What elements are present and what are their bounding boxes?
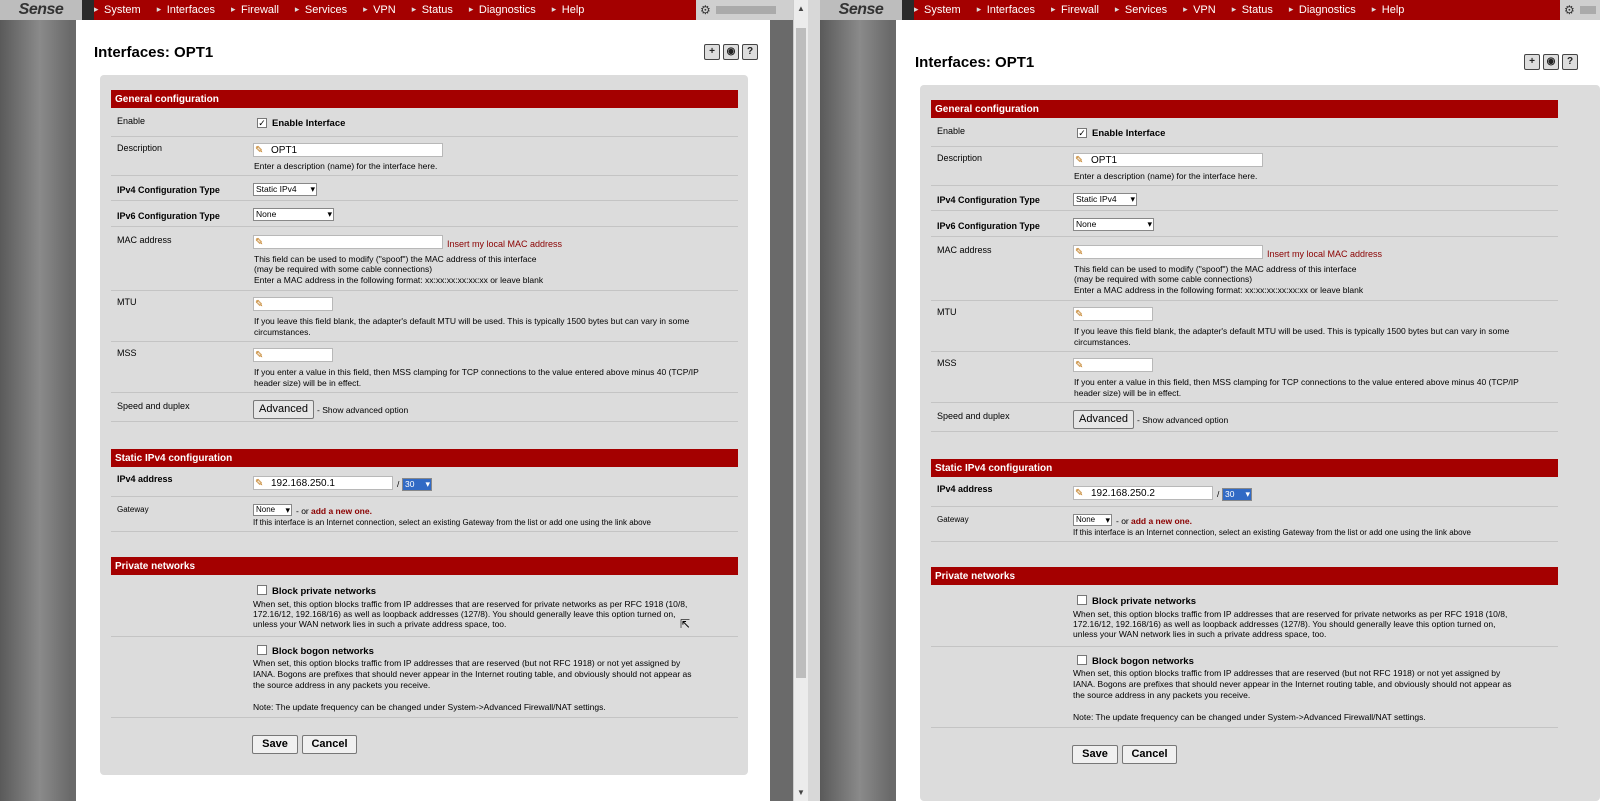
menu-interfaces[interactable]: ▸ Interfaces — [977, 4, 1035, 16]
gateway-help: If this interface is an Internet connection, select an existing Gateway from the list or add one using the link above — [253, 518, 651, 527]
add-gateway-link[interactable]: add a new one. — [311, 506, 372, 516]
hostname-blurred — [716, 6, 776, 14]
cancel-button[interactable]: Cancel — [302, 735, 357, 754]
mss-label: MSS — [937, 358, 957, 368]
mac-help-1: This field can be used to modify ("spoof") the MAC address of this interface — [254, 254, 537, 264]
gateway-help: If this interface is an Internet connection, select an existing Gateway from the list or add one using the link above — [1073, 528, 1471, 537]
enable-text: Enable Interface — [1092, 128, 1166, 139]
mss-input[interactable] — [1073, 358, 1153, 372]
mtu-help-2: circumstances. — [254, 327, 311, 337]
main-menu — [914, 0, 1560, 20]
ipv4-address-value: 192.168.250.1 — [271, 478, 335, 489]
mss-help-2: header size) will be in effect. — [254, 378, 362, 388]
block-private-help-3: unless your WAN network lies in such a private address space, too. — [253, 619, 507, 629]
log-icon[interactable]: ◉ — [1543, 54, 1559, 70]
block-bogon-label: Block bogon networks — [1092, 656, 1194, 667]
hostname-area — [696, 0, 794, 20]
pencil-icon: ✎ — [1075, 155, 1084, 166]
mac-label: MAC address — [117, 235, 172, 245]
menu-system[interactable]: ▸ System — [94, 4, 141, 16]
mss-help-1: If you enter a value in this field, then MSS clamping for TCP connections to the value entered above minus 40 (TCP/IP — [1074, 377, 1519, 387]
ipv6-type-select[interactable]: None ▾ — [1073, 218, 1154, 231]
page-title: Interfaces: OPT1 — [94, 44, 214, 61]
add-gateway-link[interactable]: add a new one. — [1131, 516, 1192, 526]
hostname-blurred — [1580, 6, 1596, 14]
ipv4-address-value: 192.168.250.2 — [1091, 488, 1155, 499]
ipv4-type-label: IPv4 Configuration Type — [117, 185, 220, 195]
mtu-help-2: circumstances. — [1074, 337, 1131, 347]
general-config-header: General configuration — [111, 90, 738, 108]
enable-label: Enable — [117, 116, 146, 126]
gateway-select[interactable]: None ▾ — [1073, 514, 1112, 526]
scroll-down-icon[interactable]: ▼ — [797, 788, 805, 797]
network-icon: ⚙ — [700, 3, 711, 17]
pencil-icon: ✎ — [255, 145, 264, 156]
speed-label: Speed and duplex — [937, 411, 1010, 421]
ipv4-type-select[interactable]: Static IPv4 ▾ — [253, 183, 317, 196]
menu-firewall[interactable]: ▸ Firewall — [231, 4, 279, 16]
menu-vpn[interactable]: ▸ VPN — [363, 4, 396, 16]
scrollbar-left[interactable] — [793, 0, 808, 801]
mss-label: MSS — [117, 348, 137, 358]
advanced-text: - Show advanced option — [1137, 415, 1229, 425]
block-bogon-help-2: IANA. Bogons are prefixes that should never appear in the Internet routing table, and obviously should not appear as — [1073, 679, 1512, 689]
gateway-label: Gateway — [117, 505, 149, 514]
top-nav — [820, 0, 1600, 20]
menu-diagnostics[interactable]: ▸ Diagnostics — [469, 4, 536, 16]
menu-services[interactable]: ▸ Services — [295, 4, 347, 16]
enable-checkbox[interactable]: ✓ — [1078, 128, 1086, 138]
block-bogon-checkbox[interactable] — [1077, 655, 1087, 665]
menu-diagnostics[interactable]: ▸ Diagnostics — [1289, 4, 1356, 16]
pencil-icon: ✎ — [1075, 247, 1084, 258]
gateway-or: - or — [296, 506, 309, 516]
content-area — [896, 20, 1600, 801]
mouse-cursor-icon: ⇱ — [680, 617, 691, 631]
block-private-help-1: When set, this option blocks traffic from IP addresses that are reserved for private networks as per RFC 1918 (10/8, — [253, 599, 688, 609]
mac-help-3: Enter a MAC address in the following format: xx:xx:xx:xx:xx:xx or leave blank — [254, 275, 544, 285]
ipv6-type-label: IPv6 Configuration Type — [117, 211, 220, 221]
help-icon[interactable]: ? — [742, 44, 758, 60]
browser-window-right — [820, 0, 1600, 801]
form-panel — [920, 85, 1600, 801]
block-private-checkbox[interactable] — [1077, 595, 1087, 605]
page-title: Interfaces: OPT1 — [915, 54, 1035, 71]
content-area — [76, 20, 770, 801]
description-help: Enter a description (name) for the interface here. — [254, 161, 438, 171]
speed-label: Speed and duplex — [117, 401, 190, 411]
log-icon[interactable]: ◉ — [723, 44, 739, 60]
pfsense-logo[interactable]: Sense — [0, 0, 82, 20]
cidr-select[interactable]: 30 ▾ — [1222, 488, 1252, 501]
description-input[interactable] — [253, 143, 443, 157]
block-bogon-help-1: When set, this option blocks traffic from IP addresses that are reserved (but not RFC 1918) or not yet assigned by — [253, 658, 681, 668]
hostname-area — [1560, 0, 1600, 20]
mtu-label: MTU — [937, 307, 957, 317]
description-input[interactable] — [1073, 153, 1263, 167]
window-divider — [808, 0, 820, 801]
menu-vpn[interactable]: ▸ VPN — [1183, 4, 1216, 16]
gateway-select[interactable]: None ▾ — [253, 504, 292, 516]
description-label: Description — [117, 143, 163, 153]
pencil-icon: ✎ — [255, 299, 264, 310]
mac-help-3: Enter a MAC address in the following format: xx:xx:xx:xx:xx:xx or leave blank — [1074, 285, 1364, 295]
block-private-help-2: 172.16/12, 192.168/16) as well as loopback addresses (127/8). You should generally leave this option turned on, — [1073, 619, 1496, 629]
insert-mac-link[interactable]: Insert my local MAC address — [447, 239, 563, 249]
mss-input[interactable] — [253, 348, 333, 362]
add-icon[interactable]: + — [704, 44, 720, 60]
top-nav — [0, 0, 794, 20]
mtu-help-1: If you leave this field blank, the adapter's default MTU will be used. This is typically 1500 bytes but can vary in some — [1074, 326, 1510, 336]
ipv4-address-label: IPv4 address — [937, 484, 993, 494]
scrollbar-thumb[interactable] — [796, 28, 806, 678]
block-private-help-1: When set, this option blocks traffic from IP addresses that are reserved for private networks as per RFC 1918 (10/8, — [1073, 609, 1508, 619]
mss-help-2: header size) will be in effect. — [1074, 388, 1182, 398]
ipv4-type-select[interactable]: Static IPv4 ▾ — [1073, 193, 1137, 206]
block-private-help-3: unless your WAN network lies in such a private address space, too. — [1073, 629, 1327, 639]
help-icon[interactable]: ? — [1562, 54, 1578, 70]
mac-input[interactable] — [1073, 245, 1263, 259]
menu-status[interactable]: ▸ Status — [1232, 4, 1273, 16]
static-ipv4-header: Static IPv4 configuration — [111, 449, 738, 467]
cidr-slash: / — [1217, 489, 1220, 499]
ipv4-address-input[interactable] — [253, 476, 393, 490]
menu-system[interactable]: ▸ System — [914, 4, 961, 16]
menu-services[interactable]: ▸ Services — [1115, 4, 1167, 16]
save-button[interactable]: Save — [1072, 745, 1118, 764]
page-tools — [1524, 54, 1578, 70]
pencil-icon: ✎ — [1075, 488, 1084, 499]
network-icon: ⚙ — [1564, 3, 1575, 17]
block-bogon-help-2: IANA. Bogons are prefixes that should never appear in the Internet routing table, and obviously should not appear as — [253, 669, 692, 679]
ipv4-type-label: IPv4 Configuration Type — [937, 195, 1040, 205]
mtu-input[interactable] — [1073, 307, 1153, 321]
block-private-label: Block private networks — [272, 586, 377, 597]
menu-firewall[interactable]: ▸ Firewall — [1051, 4, 1099, 16]
ipv6-type-label: IPv6 Configuration Type — [937, 221, 1040, 231]
pencil-icon: ✎ — [255, 350, 264, 361]
private-networks-header: Private networks — [111, 557, 738, 575]
cidr-slash: / — [397, 479, 400, 489]
menu-status[interactable]: ▸ Status — [412, 4, 453, 16]
pencil-icon: ✎ — [255, 237, 264, 248]
page-tools — [704, 44, 758, 60]
description-value: OPT1 — [1091, 155, 1118, 166]
menu-help[interactable]: ▸ Help — [1372, 4, 1405, 16]
block-private-help-2: 172.16/12, 192.168/16) as well as loopback addresses (127/8). You should generally leave this option turned on, — [253, 609, 676, 619]
form-panel — [100, 75, 748, 775]
cidr-select[interactable]: 30 ▾ — [402, 478, 432, 491]
pencil-icon: ✎ — [255, 478, 264, 489]
block-bogon-label: Block bogon networks — [272, 646, 374, 657]
mtu-label: MTU — [117, 297, 137, 307]
enable-text: Enable Interface — [272, 118, 346, 129]
menu-help[interactable]: ▸ Help — [552, 4, 585, 16]
description-label: Description — [937, 153, 983, 163]
gateway-label: Gateway — [937, 515, 969, 524]
pencil-icon: ✎ — [1075, 309, 1084, 320]
mac-help-2: (may be required with some cable connections) — [1074, 274, 1253, 284]
description-value: OPT1 — [271, 145, 298, 156]
enable-checkbox[interactable]: ✓ — [258, 118, 266, 128]
mtu-input[interactable] — [253, 297, 333, 311]
ipv4-address-label: IPv4 address — [117, 474, 173, 484]
save-button[interactable]: Save — [252, 735, 298, 754]
mss-help-1: If you enter a value in this field, then MSS clamping for TCP connections to the value entered above minus 40 (TCP/IP — [254, 367, 699, 377]
general-config-header: General configuration — [931, 100, 1558, 118]
description-help: Enter a description (name) for the interface here. — [1074, 171, 1258, 181]
mac-label: MAC address — [937, 245, 992, 255]
block-bogon-help-3: the source address in any packets you receive. — [1073, 690, 1251, 700]
mac-input[interactable] — [253, 235, 443, 249]
enable-label: Enable — [937, 126, 966, 136]
pencil-icon: ✎ — [1075, 360, 1084, 371]
pfsense-logo[interactable]: Sense — [820, 0, 902, 20]
block-bogon-help-1: When set, this option blocks traffic from IP addresses that are reserved (but not RFC 1918) or not yet assigned by — [1073, 668, 1501, 678]
block-private-label: Block private networks — [1092, 596, 1197, 607]
menu-interfaces[interactable]: ▸ Interfaces — [157, 4, 215, 16]
block-bogon-help-3: the source address in any packets you receive. — [253, 680, 431, 690]
advanced-button[interactable]: Advanced — [1073, 410, 1134, 429]
update-frequency-note: Note: The update frequency can be changed under System->Advanced Firewall/NAT settings. — [253, 702, 606, 712]
ipv4-address-input[interactable] — [1073, 486, 1213, 500]
ipv6-type-select[interactable]: None ▾ — [253, 208, 334, 221]
advanced-button[interactable]: Advanced — [253, 400, 314, 419]
advanced-text: - Show advanced option — [317, 405, 409, 415]
add-icon[interactable]: + — [1524, 54, 1540, 70]
update-frequency-note: Note: The update frequency can be changed under System->Advanced Firewall/NAT settings. — [1073, 712, 1426, 722]
mac-help-2: (may be required with some cable connections) — [254, 264, 433, 274]
mtu-help-1: If you leave this field blank, the adapter's default MTU will be used. This is typically 1500 bytes but can vary in some — [254, 316, 690, 326]
insert-mac-link[interactable]: Insert my local MAC address — [1267, 249, 1383, 259]
main-menu — [94, 0, 696, 20]
private-networks-header: Private networks — [931, 567, 1558, 585]
block-bogon-checkbox[interactable] — [257, 645, 267, 655]
scroll-up-icon[interactable]: ▲ — [797, 4, 805, 13]
gateway-or: - or — [1116, 516, 1129, 526]
block-private-checkbox[interactable] — [257, 585, 267, 595]
cancel-button[interactable]: Cancel — [1122, 745, 1177, 764]
mac-help-1: This field can be used to modify ("spoof") the MAC address of this interface — [1074, 264, 1357, 274]
static-ipv4-header: Static IPv4 configuration — [931, 459, 1558, 477]
